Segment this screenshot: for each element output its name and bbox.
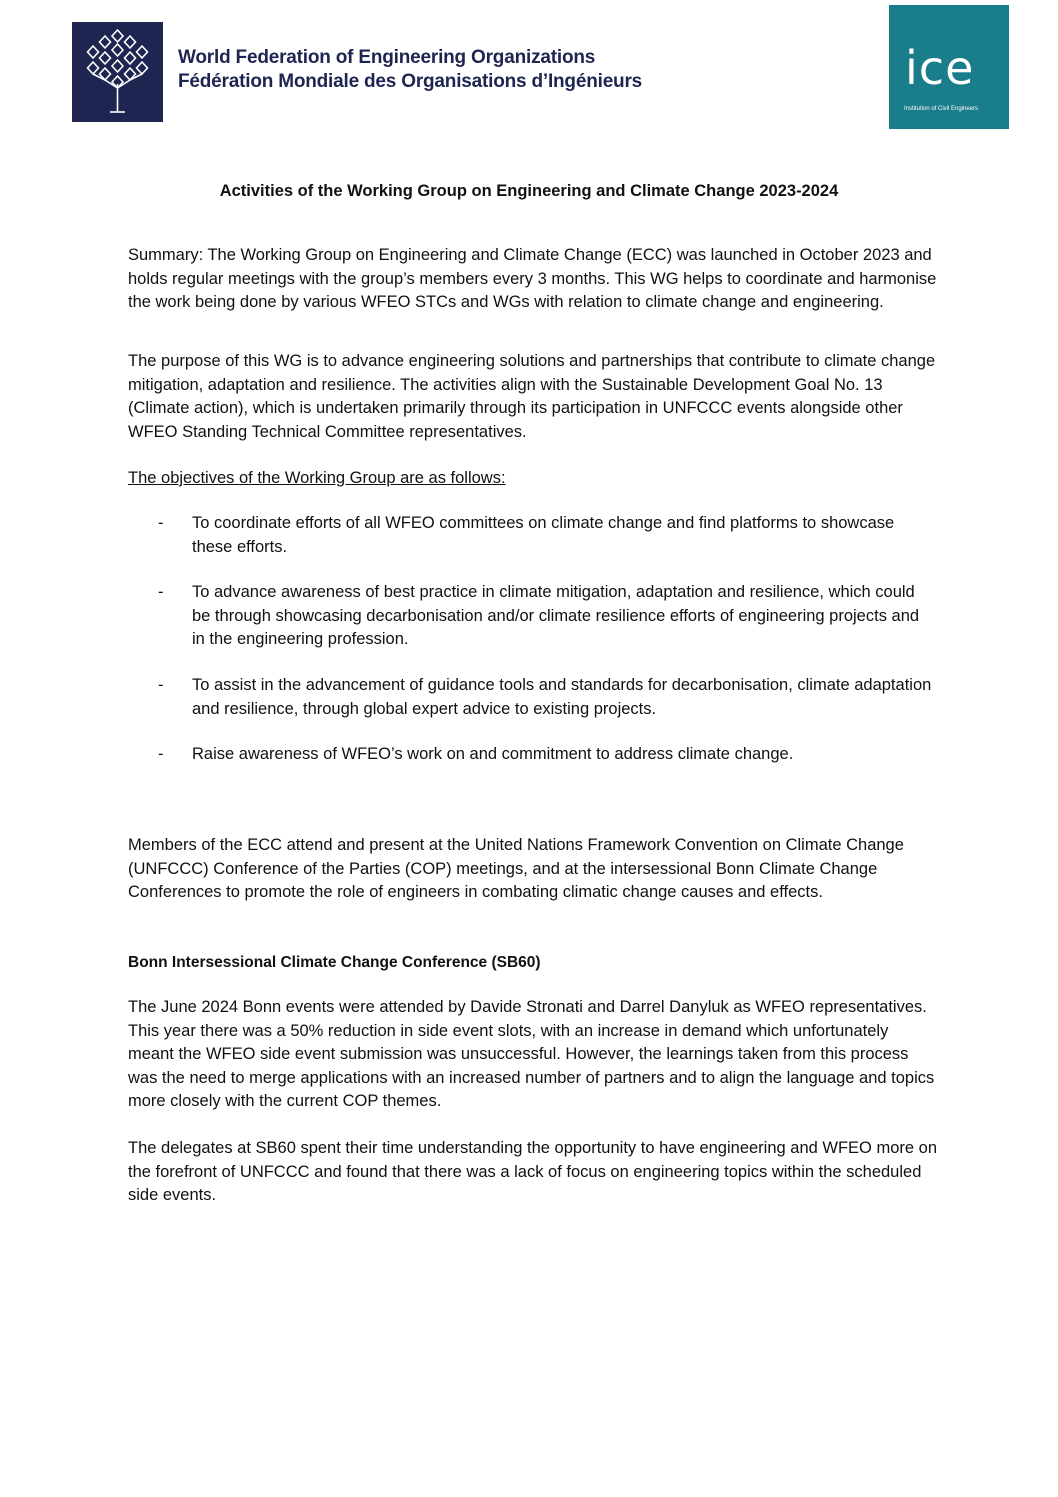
purpose-paragraph xyxy=(128,350,938,444)
ice-logo xyxy=(889,5,1009,129)
bonn-paragraph-2 xyxy=(128,1137,938,1208)
bonn-section-heading: Bonn Intersessional Climate Change Conference (SB60) xyxy=(128,954,541,971)
objectives-heading: The objectives of the Working Group are as follows: xyxy=(128,469,506,487)
bonn-paragraph-1 xyxy=(128,996,938,1114)
objective-text: To advance awareness of best practice in climate mitigation, adaptation and resilience, which could be through showcasing decarbonisation and/or climate resilience efforts of engineering projects and in the engineering profession. xyxy=(192,583,920,648)
members-text: Members of the ECC attend and present at the United Nations Framework Convention on Climate Change (UNFCCC) Conference of the Parties (COP) meetings, and at the intersessional Bonn Climate Change Conferences to promote the role of engineers in combating climatic change causes and effects. xyxy=(128,836,904,901)
bullet-dash: - xyxy=(158,583,164,601)
document-title: Activities of the Working Group on Engineering and Climate Change 2023-2024 xyxy=(219,182,839,200)
wfeo-organization-names xyxy=(178,46,658,94)
bullet-dash: - xyxy=(158,514,164,532)
wfeo-name-english: World Federation of Engineering Organizations xyxy=(178,47,596,68)
bonn-text-1: The June 2024 Bonn events were attended by Davide Stronati and Darrel Danyluk as WFEO representatives. This year there was a 50% reduction in side event slots, with an increase in demand which unfortunately meant the WFEO side event submission was unsuccessful. However, the learnings taken from this process was the need to merge applications with an increased number of partners and to align the language and topics more closely with the current COP themes. xyxy=(128,998,935,1110)
ice-subtitle: Institution of Civil Engineers xyxy=(904,106,979,112)
members-paragraph xyxy=(128,834,938,905)
objective-text: Raise awareness of WFEO’s work on and commitment to address climate change. xyxy=(192,745,794,763)
purpose-text: The purpose of this WG is to advance engineering solutions and partnerships that contribute to climate change mitigation, adaptation and resilience. The activities align with the Sustainable Development Goal No. 13 (Climate action), which is undertaken primarily through its participation in UNFCCC events alongside other WFEO Standing Technical Committee representatives. xyxy=(128,352,936,441)
ice-wordmark: ice xyxy=(905,41,975,95)
summary-text: Summary: The Working Group on Engineering and Climate Change (ECC) was launched in October 2023 and holds regular meetings with the group’s members every 3 months. This WG helps to coordinate and harmonise the work being done by various WFEO STCs and WGs with relation to climate change and engineering. xyxy=(128,246,937,311)
bullet-dash: - xyxy=(158,745,164,763)
objectives-heading-block xyxy=(128,467,938,491)
wfeo-name-french: Fédération Mondiale des Organisations d’Ingénieurs xyxy=(178,71,643,92)
wfeo-tree-logo xyxy=(72,22,163,122)
objective-text: To assist in the advancement of guidance tools and standards for decarbonisation, climate adaptation and resilience, through global expert advice to existing projects. xyxy=(192,676,932,718)
tree-logo-icon xyxy=(72,22,163,122)
objective-text: To coordinate efforts of all WFEO committees on climate change and find platforms to showcase these efforts. xyxy=(192,514,895,556)
bonn-text-2: The delegates at SB60 spent their time understanding the opportunity to have engineering and WFEO more on the forefront of UNFCCC and found that there was a lack of focus on engineering topics within the scheduled side events. xyxy=(128,1139,937,1204)
bullet-dash: - xyxy=(158,676,164,694)
summary-paragraph xyxy=(128,244,938,315)
